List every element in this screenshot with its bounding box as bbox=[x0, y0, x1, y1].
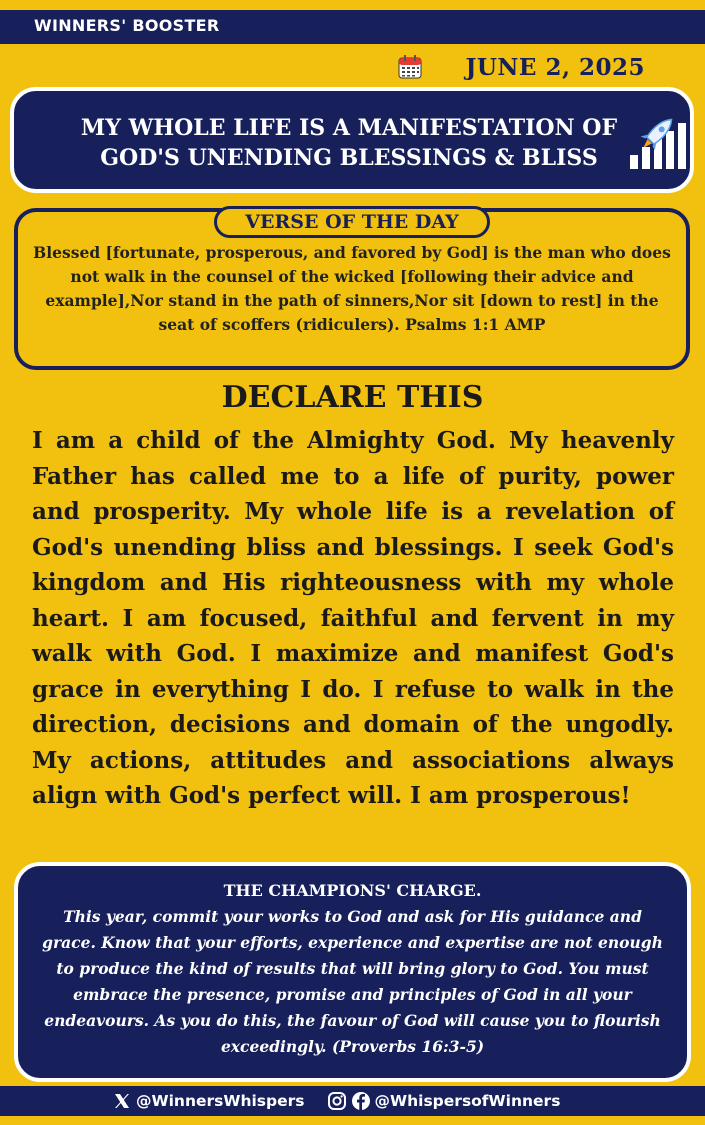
declaration-text: I am a child of the Almighty God. My heavenly Father has called me to a life of purity, power and prosperity. My whole life is a revelation of God's unending bliss and blessings. I seek God's kingdom and His righteousness with my whole heart. I am focused, faithful and fervent in my walk with God. I maximize and manifest God's grace in everything I do. I refuse to walk in the direction, decisions and domain of the ungodly. My actions, attitudes and associations always align with God's perfect will. I am prosperous! bbox=[32, 427, 674, 809]
charge-title: THE CHAMPIONS' CHARGE. bbox=[223, 881, 482, 900]
verse-text: Blessed [fortunate, prosperous, and favored by God] is the man who does not walk in the counsel of the wicked [following their advice and example],Nor stand in the path of sinners,Nor sit [down to rest] in the seat of scoffers (ridiculers). Psalms 1:1 AMP bbox=[33, 243, 671, 334]
champions-charge-box bbox=[14, 862, 691, 1082]
x-handle-link[interactable]: @WinnersWhispers bbox=[136, 1092, 305, 1110]
brand-name: WINNERS' BOOSTER bbox=[34, 16, 220, 35]
charge-text: This year, commit your works to God and ask for His guidance and grace. Know that your efforts, experience and expertise are not enough to produce the kind of results that will bring glory to God. You must embrace the presence, promise and principles of God in all your endeavours. As you do this, the favour of God will cause you to flourish exceedingly. (Proverbs 16:3-5) bbox=[42, 907, 663, 1056]
footer-bar bbox=[0, 1086, 705, 1116]
facebook-icon[interactable] bbox=[351, 1091, 371, 1111]
instagram-icon[interactable] bbox=[327, 1091, 347, 1111]
date-row bbox=[397, 52, 645, 82]
ig-fb-handle-link[interactable]: @WhispersofWinners bbox=[374, 1092, 561, 1110]
declare-heading: DECLARE THIS bbox=[221, 380, 484, 415]
top-banner bbox=[0, 10, 705, 44]
rocket-chart-icon bbox=[626, 105, 688, 173]
calendar-icon bbox=[397, 54, 423, 80]
title-line-1: MY WHOLE LIFE IS A MANIFESTATION OF bbox=[80, 115, 618, 141]
title-line-2: GOD'S UNENDING BLESSINGS & BLISS bbox=[100, 145, 598, 171]
social-handles bbox=[112, 1090, 560, 1112]
title-banner bbox=[10, 87, 694, 193]
verse-label: VERSE OF THE DAY bbox=[214, 206, 490, 238]
x-icon[interactable] bbox=[112, 1091, 132, 1111]
post-date: JUNE 2, 2025 bbox=[465, 53, 645, 81]
page-title bbox=[44, 113, 654, 173]
